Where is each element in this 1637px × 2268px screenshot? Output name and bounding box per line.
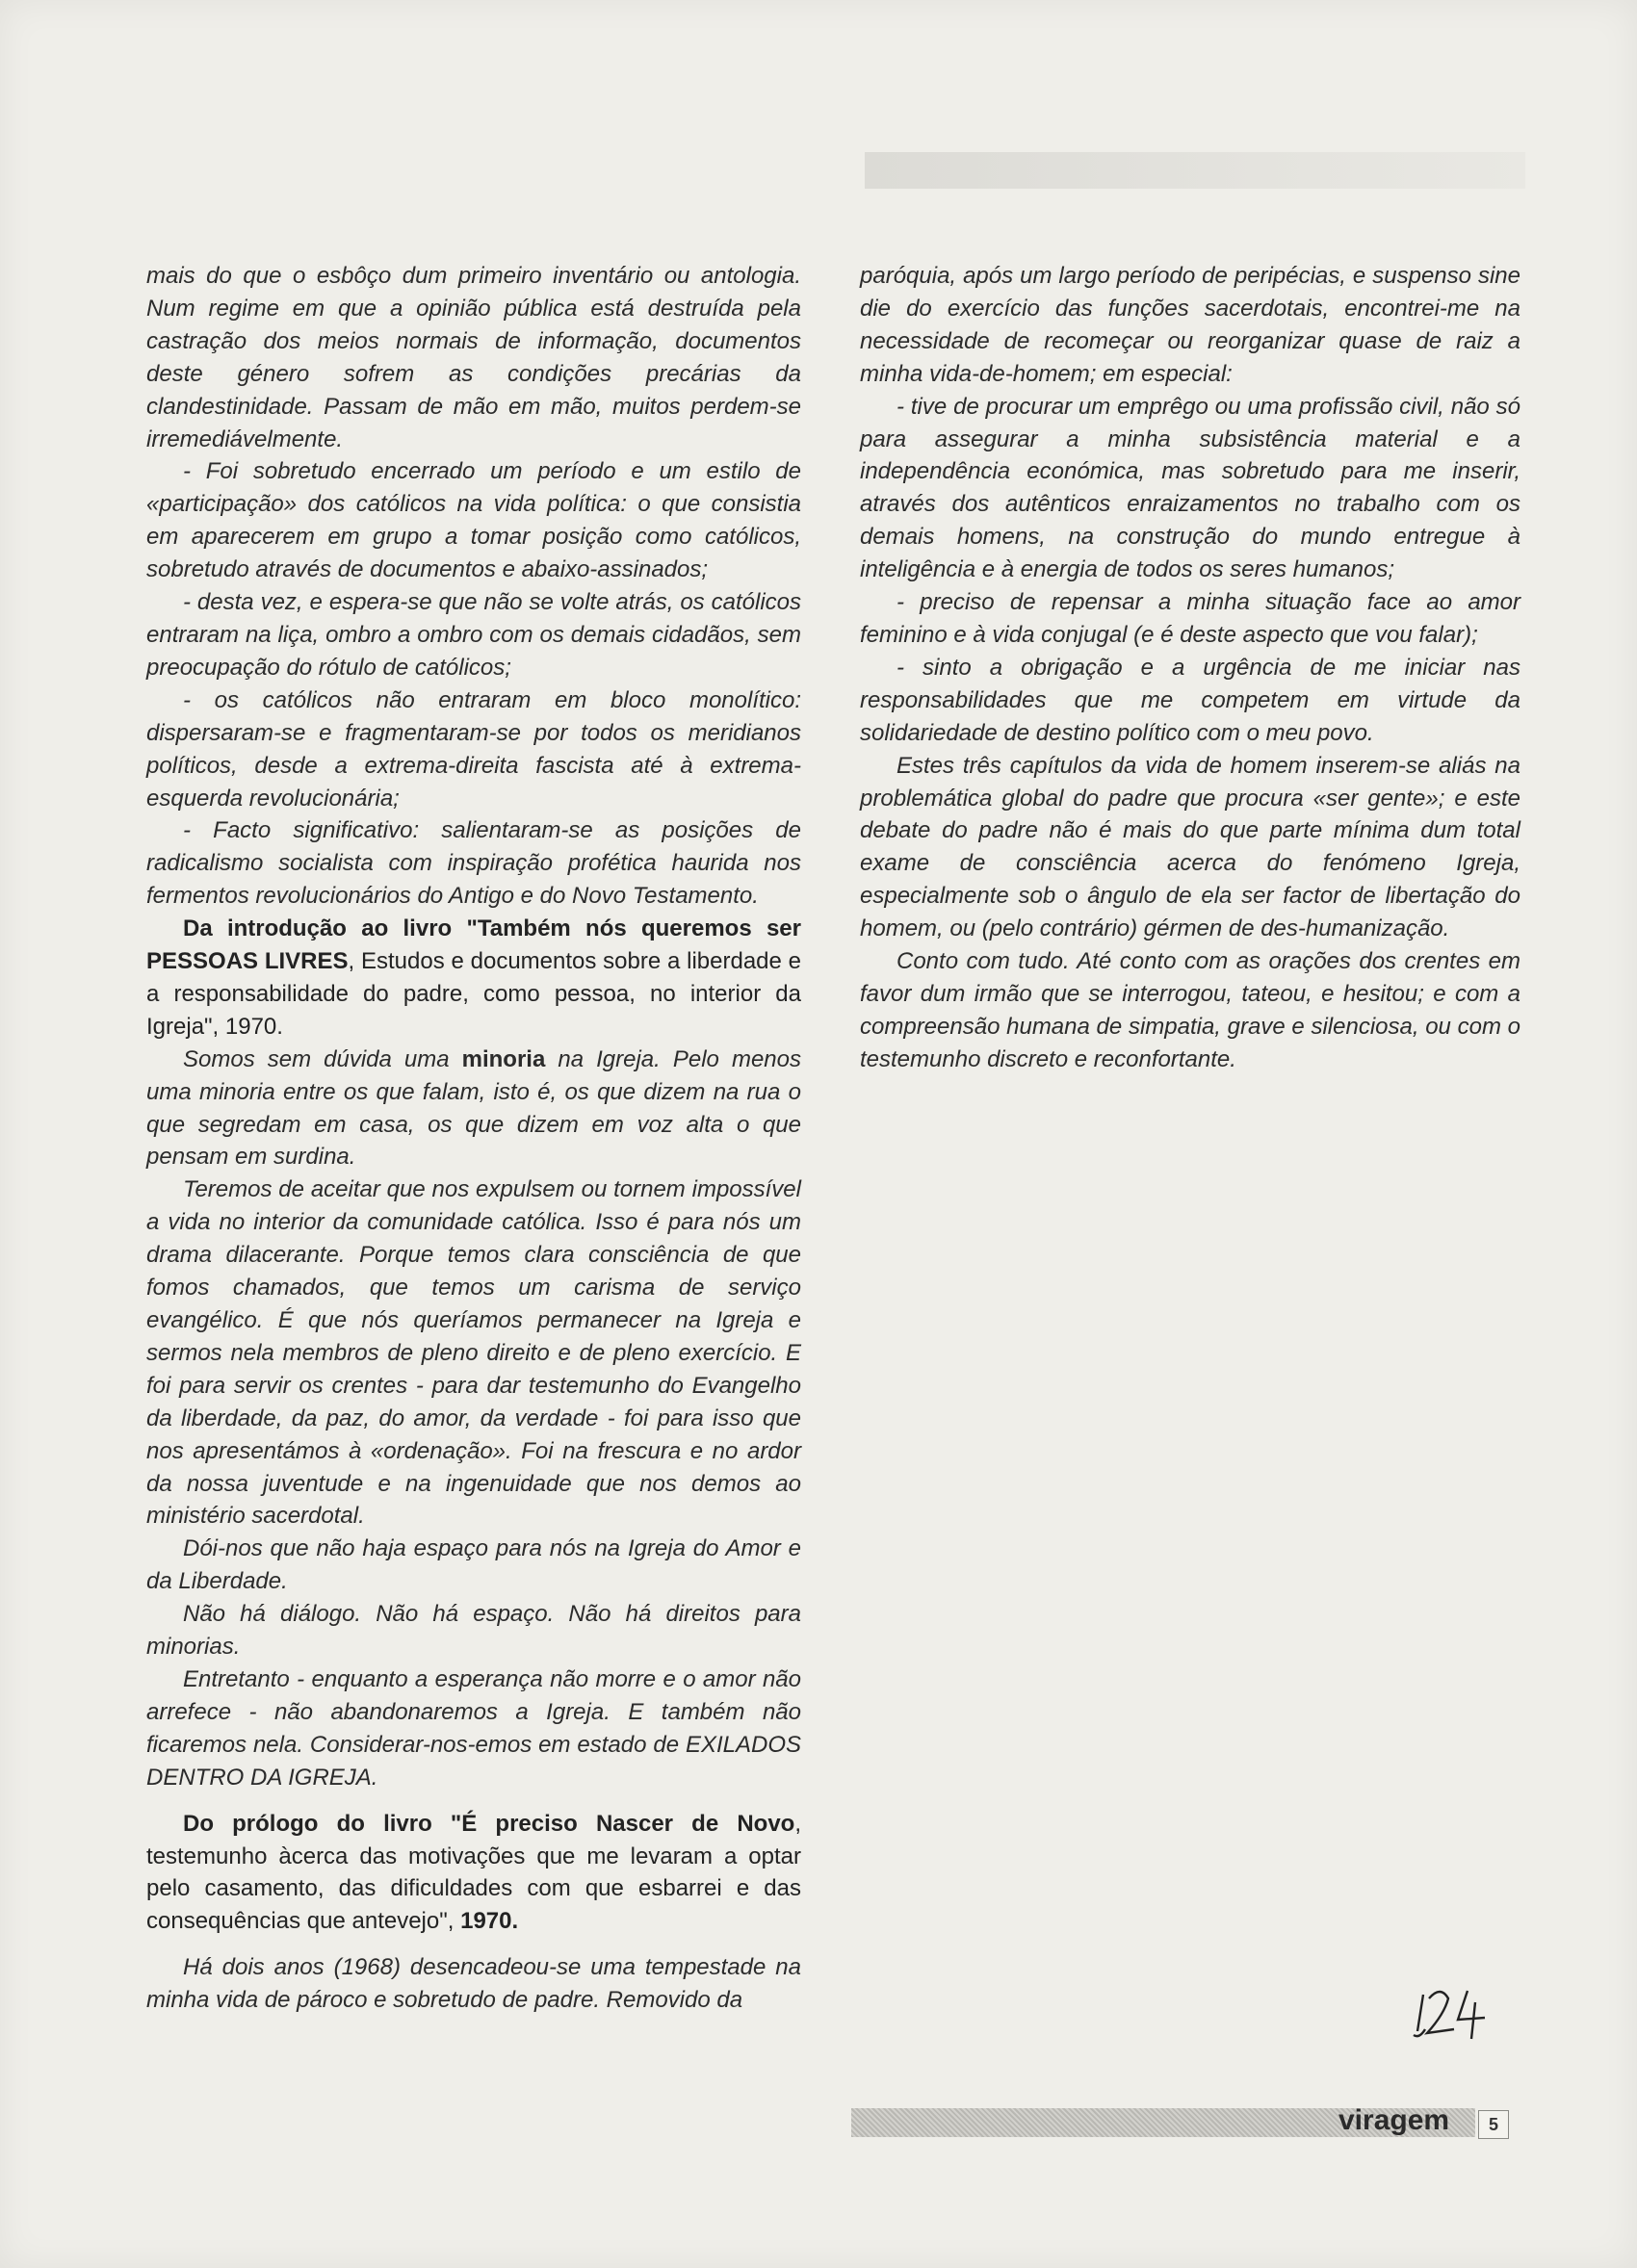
paragraph: - Foi sobretudo encerrado um período e um estilo de «participação» dos católicos na vida política: o que consistia em aparecerem em grupo a tomar posição como católicos, sobretudo através de documentos e abaixo-assinados; <box>146 458 801 583</box>
paragraph: Entretanto - enquanto a esperança não morre e o amor não arrefece - não abandonaremos a Igreja. E também não ficaremos nela. Considerar-nos-emos em estado de EXILADOS DENTRO DA IGREJA. <box>146 1665 801 1791</box>
paragraph: - desta vez, e espera-se que não se volte atrás, os católicos entraram na liça, ombro a ombro com os demais cidadãos, sem preocupação do rótulo de católicos; <box>146 589 801 681</box>
right-column <box>860 260 1520 1076</box>
paragraph: Dói-nos que não haja espaço para nós na Igreja do Amor e da Liberdade. <box>146 1535 801 1595</box>
magazine-name: viragem <box>1338 2104 1450 2136</box>
paragraph <box>146 1044 801 1174</box>
source-year: 1970. <box>460 1908 519 1935</box>
paragraph: Não há diálogo. Não há espaço. Não há direitos para minorias. <box>146 1601 801 1661</box>
paragraph: Teremos de aceitar que nos expulsem ou tornem impossível a vida no interior da comunidade católica. Isso é para nós um drama dilacerante. Porque temos clara consciência de que fomos chamados, que temos um carisma de serviço evangélico. É que nós queríamos permanecer na Igreja e sermos nela membros de pleno direito e de pleno exercício. E foi para servir os crentes - para dar testemunho do Evangelho da liberdade, da paz, do amor, da verdade - foi para isso que nos apresentámos à «ordenação». Foi na frescura e no ardor da nossa juventude e na ingenuidade que nos demos ao ministério sacerdotal. <box>146 1176 801 1530</box>
source-title: Do prólogo do livro "É preciso Nascer de Novo <box>183 1810 795 1837</box>
paragraph: - os católicos não entraram em bloco monolítico: dispersaram-se e fragmentaram-se por todos os meridianos políticos, desde a extrema-direita fascista até à extrema-esquerda revolucionária; <box>146 686 801 812</box>
paragraph: Estes três capítulos da vida de homem inserem-se aliás na problemática global do padre que procura «ser gente»; e este debate do padre não é mais do que parte mínima dum total exame de consciência acerca do fenómeno Igreja, especialmente sob o ângulo de ela ser factor de libertação do homem, ou (pelo contrário) gérmen de des-humanização. <box>860 752 1520 942</box>
paragraph: - sinto a obrigação e a urgência de me iniciar nas responsabilidades que me competem em virtude da solidariedade de destino político com o meu povo. <box>860 654 1520 746</box>
paragraph: mais do que o esbôço dum primeiro inventário ou antologia. Num regime em que a opinião pública está destruída pela castração dos meios normais de informação, documentos deste género sofrem as condições precárias da clandestinidade. Passam de mão em mão, muitos perdem-se irremediávelmente. <box>146 263 801 452</box>
paragraph: - tive de procurar um emprêgo ou uma profissão civil, não só para assegurar a minha subsistência material e a independência económica, mas sobretudo para me inserir, através dos autênticos enraizamentos no trabalho com os demais homens, na construção do mundo entregue à inteligência e à energia de todos os seres humanos; <box>860 393 1520 583</box>
paragraph: Há dois anos (1968) desencadeou-se uma tempestade na minha vida de pároco e sobretudo de padre. Removido da <box>146 1954 801 2014</box>
source-details: , Estudos e documentos sobre a liberdade e a responsabilidade do padre, como pessoa, no interior da Igreja", 1970. <box>146 948 801 1040</box>
source-details: , testemunho àcerca das motivações que me levaram a optar pelo casamento, das dificuldades com que esbarrei e das consequências que antevejo", <box>146 1810 801 1935</box>
paragraph: paróquia, após um largo período de peripécias, e suspenso sine die do exercício das funções sacerdotais, encontrei-me na necessidade de recomeçar ou reorganizar quase de raiz a minha vida-de-homem; em especial: <box>860 263 1520 387</box>
source-citation <box>146 913 801 1044</box>
page-number: 5 <box>1478 2110 1509 2139</box>
source-citation <box>146 1808 801 1939</box>
emphasis: minoria <box>461 1045 546 1072</box>
source-title: Da introdução ao livro "Também nós queremos ser PESSOAS LIVRES <box>146 915 801 975</box>
paragraph: - preciso de repensar a minha situação face ao amor feminino e à vida conjugal (e é deste aspecto que vou falar); <box>860 589 1520 648</box>
bleed-through-header <box>865 152 1525 189</box>
left-column <box>146 260 801 2017</box>
paragraph: Conto com tudo. Até conto com as orações dos crentes em favor dum irmão que se interrogou, tateou, e hesitou; e com a compreensão humana de simpatia, grave e silenciosa, ou com o testemunho discreto e reconfortante. <box>860 948 1520 1072</box>
paragraph: - Facto significativo: salientaram-se as posições de radicalismo socialista com inspiração profética haurida nos fermentos revolucionários do Antigo e do Novo Testamento. <box>146 817 801 910</box>
text-run: Somos sem dúvida uma <box>183 1045 462 1072</box>
text-run: na Igreja. Pelo menos uma minoria entre os que falam, isto é, os que dizem na rua o que segredam em casa, os que dizem em voz alta o que pensam em surdina. <box>146 1045 801 1171</box>
handwritten-page-number <box>1412 1981 1491 2041</box>
